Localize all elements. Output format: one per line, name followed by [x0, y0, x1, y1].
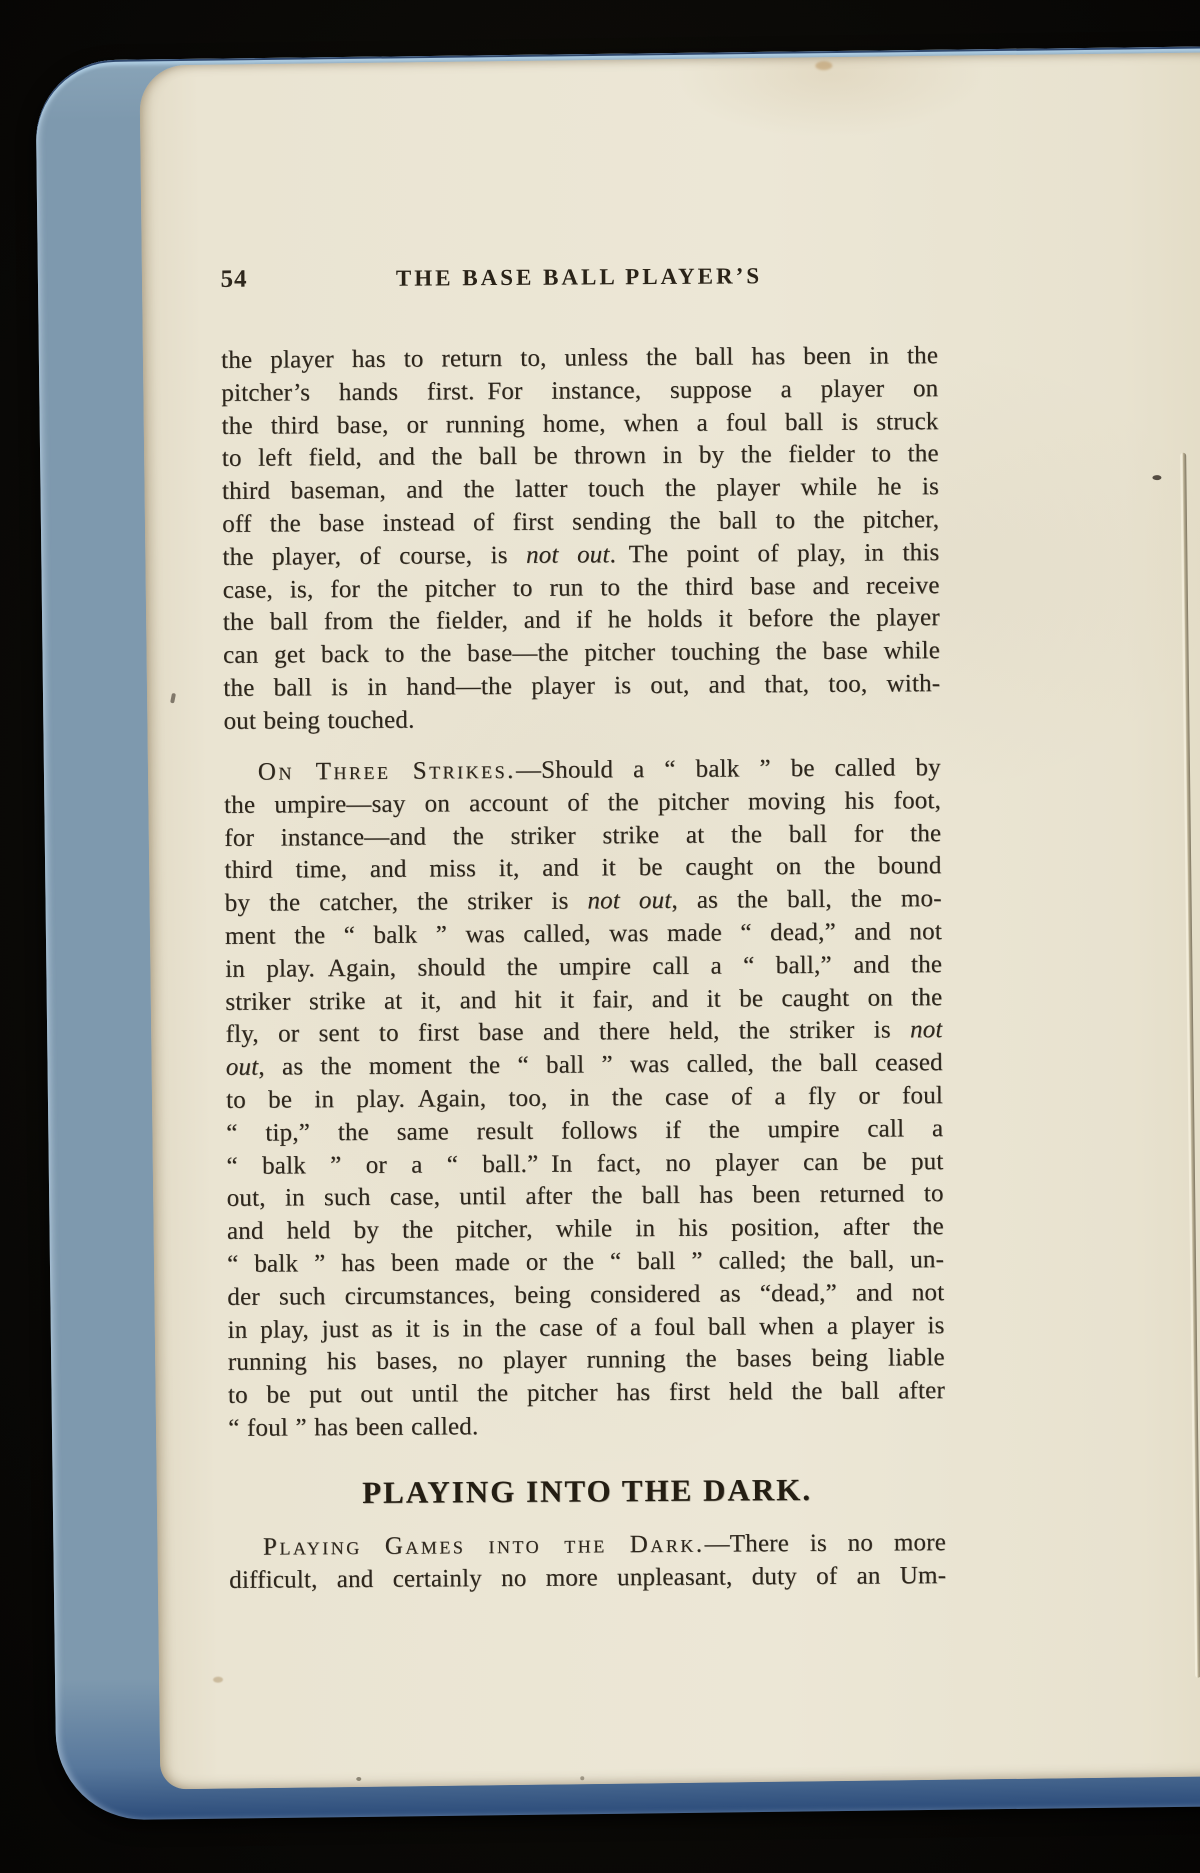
text-line: [223, 668, 940, 706]
text-line: [223, 635, 940, 673]
text-line: [222, 504, 939, 542]
text-run: “ tip,” the same result follows if the umpire call a: [226, 1114, 944, 1147]
text-line: [228, 1408, 945, 1446]
text-run: “ foul ” has been called.: [228, 1413, 479, 1442]
text-run: der such circumstances, being considered as “dead,” and not: [227, 1278, 945, 1311]
italic-run: not out: [525, 541, 610, 569]
body-paragraph: [224, 752, 946, 1445]
text-run: —Should a “ balk ” be called by: [515, 754, 941, 784]
text-run: the ball is in hand—the player is out, and that, too, with-: [223, 670, 941, 702]
text-run: in play. Again, should the umpire call a “ ball,” and the: [225, 950, 943, 983]
text-run: fly, or sent to first base and there held, the striker is: [225, 1016, 911, 1049]
text-line: [222, 471, 939, 509]
text-run: difficult, and certainly no more unpleasant, duty of an Um-: [229, 1561, 947, 1594]
italic-run: not: [909, 1016, 943, 1044]
text-line: [223, 602, 940, 640]
text-run: “ balk ” has been made or the “ ball ” called; the ball, un-: [227, 1246, 945, 1278]
text-run: third baseman, and the latter touch the player while he is: [221, 473, 940, 506]
text-line: [221, 340, 938, 378]
text-line: [226, 1113, 943, 1151]
text-run: pitcher’s hands first. For instance, suppose a player on: [221, 374, 939, 407]
smallcaps-run: On Three Strikes.: [257, 756, 516, 786]
text-run: , as the moment the “ ball ” was called, the ball ceased: [258, 1049, 943, 1081]
text-line: [225, 982, 942, 1020]
text-run: the ball from the fielder, and if he holds it before the player: [222, 604, 940, 637]
text-run: . The point of play, in this: [609, 538, 940, 569]
text-run: ment the “ balk ” was called, was made “ dead,” and not: [224, 918, 943, 950]
text-line: [226, 1146, 943, 1184]
text-run: the umpire—say on account of the pitcher moving his foot,: [223, 786, 942, 819]
text-run: the player has to return to, unless the ball has been in the: [221, 342, 939, 374]
text-run: striker strike at it, and hit it fair, and it be caught on the: [225, 983, 943, 1016]
body-paragraph: [221, 340, 941, 738]
page-number: 54: [220, 265, 248, 293]
text-run: to be in play. Again, too, in the case of a fly or foul: [225, 1082, 944, 1114]
text-line: [225, 1014, 942, 1052]
text-line: [224, 785, 941, 823]
text-line: [223, 701, 940, 739]
text-line: [223, 570, 940, 608]
text-line: [229, 1560, 946, 1598]
text-run: to be put out until the pitcher has first held the ball after: [227, 1377, 946, 1409]
text-line: [229, 1527, 946, 1565]
text-line: [227, 1244, 944, 1282]
text-run: by the catcher, the striker is: [224, 887, 588, 918]
book: [35, 46, 1200, 1821]
text-run: running his bases, no player running the bases being liable: [227, 1344, 945, 1377]
text-run: for instance—and the striker strike at the ball for the: [224, 819, 942, 852]
text-line: [227, 1178, 944, 1216]
italic-run: out: [225, 1053, 259, 1082]
text-run: “ balk ” or a “ ball.” In fact, no player can be put: [226, 1147, 944, 1180]
text-line: [227, 1310, 944, 1348]
text-run: , as the ball, the mo-: [671, 885, 942, 915]
text-line: [226, 1080, 943, 1118]
text-line: [228, 1342, 945, 1380]
text-run: off the base instead of first sending the ball to the pitcher,: [222, 506, 940, 538]
smallcaps-run: Playing Games into the Dark.: [262, 1530, 705, 1561]
text-line: [227, 1277, 944, 1315]
text-run: can get back to the base—the pitcher touching the base while: [222, 637, 941, 670]
text-line: [224, 752, 941, 790]
text-line: [226, 1047, 943, 1085]
text-run: and held by the pitcher, while in his position, after the: [226, 1213, 944, 1246]
text-line: [221, 406, 938, 444]
text-line: [224, 850, 941, 888]
text-line: [228, 1375, 945, 1413]
text-run: the player, of course, is: [222, 541, 527, 571]
text-line: [222, 439, 939, 477]
text-run: third time, and miss it, and it be caught on the bound: [224, 852, 942, 885]
text-line: [227, 1211, 944, 1249]
text-line: [225, 883, 942, 921]
text-line: [225, 916, 942, 954]
running-header: THE BASE BALL PLAYER’S: [395, 263, 763, 291]
section-heading: PLAYING INTO THE DARK.: [362, 1471, 813, 1510]
text-line: [221, 373, 938, 411]
text-run: out, in such case, until after the ball has been returned to: [226, 1180, 944, 1213]
text-run: the third base, or running home, when a foul ball is struck: [221, 407, 939, 440]
page-content: [143, 55, 1200, 1786]
text-run: out being touched.: [223, 706, 415, 735]
text-run: —There is no more: [704, 1529, 947, 1558]
page: [139, 52, 1200, 1789]
text-run: to left field, and the ball be thrown in by the fielder to the: [221, 440, 939, 473]
italic-run: not out: [587, 887, 672, 915]
text-line: [222, 537, 939, 575]
text-line: [225, 949, 942, 987]
text-line: [224, 818, 941, 856]
text-run: case, is, for the pitcher to run to the third base and receive: [222, 571, 940, 604]
body-paragraph: [229, 1527, 946, 1597]
text-run: in play, just as it is in the case of a foul ball when a player is: [227, 1311, 945, 1344]
